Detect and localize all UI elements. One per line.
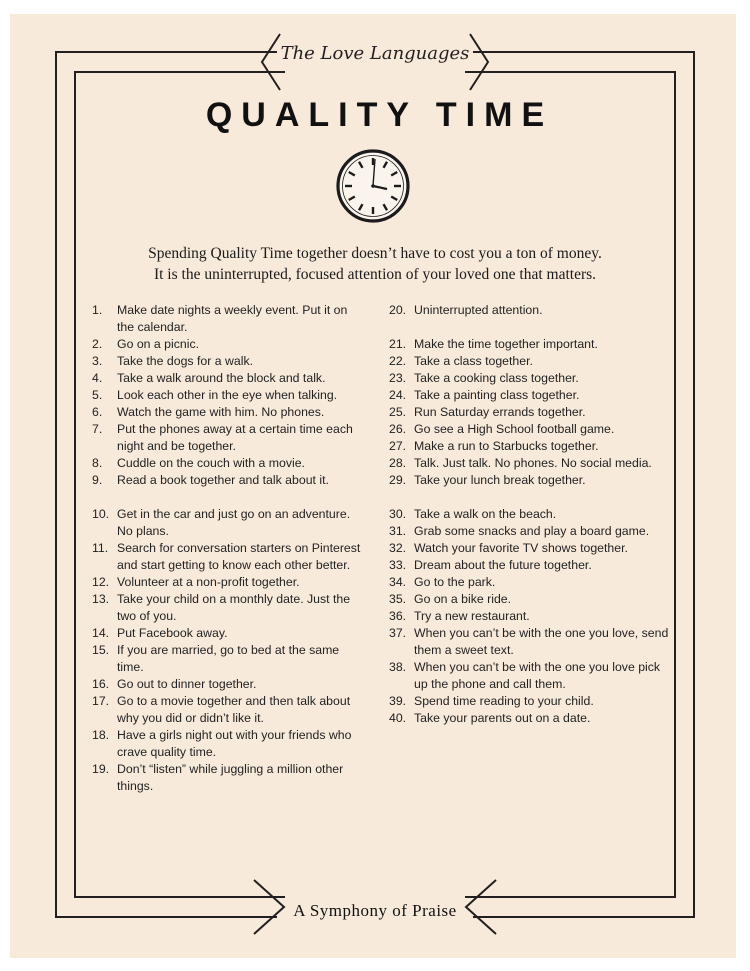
item-number: 40.: [389, 711, 407, 725]
item-number: 10.: [92, 507, 110, 521]
item-text: Put Facebook away.: [117, 626, 228, 640]
item-text: Go to a movie together and then talk about why you did or didn’t like it.: [117, 694, 351, 725]
list-item: [92, 540, 367, 574]
item-number: 36.: [389, 609, 407, 623]
list-item: [389, 455, 674, 472]
item-number: 9.: [92, 473, 103, 487]
item-number: 8.: [92, 456, 103, 470]
list-item: [389, 387, 674, 404]
list-item: [389, 472, 674, 489]
item-text: Take your lunch break together.: [414, 473, 586, 487]
list-item: [92, 761, 367, 795]
item-text: Watch your favorite TV shows together.: [414, 541, 628, 555]
item-text: Look each other in the eye when talking.: [117, 388, 338, 402]
list-item: [92, 336, 367, 353]
page-title: QUALITY TIME: [205, 96, 554, 134]
ideas-list-right: [389, 302, 674, 727]
list-item: [92, 693, 367, 727]
list-item: [92, 387, 367, 404]
item-number: 13.: [92, 592, 110, 606]
list-item: [92, 370, 367, 387]
item-number: 24.: [389, 388, 407, 402]
item-text: Take your child on a monthly date. Just the two of you.: [117, 592, 351, 623]
item-number: 29.: [389, 473, 407, 487]
item-text: When you can’t be with the one you love pick up the phone and call them.: [414, 660, 661, 691]
item-number: 19.: [92, 762, 110, 776]
item-text: Take a painting class together.: [414, 388, 580, 402]
item-number: 23.: [389, 371, 407, 385]
item-text: Take the dogs for a walk.: [117, 354, 254, 368]
footer-brand: A Symphony of Praise: [293, 901, 457, 920]
item-number: 2.: [92, 337, 103, 351]
list-item: [389, 523, 674, 540]
item-text: Cuddle on the couch with a movie.: [117, 456, 305, 470]
item-text: Run Saturday errands together.: [414, 405, 586, 419]
list-item: [92, 421, 367, 455]
item-number: 3.: [92, 354, 103, 368]
item-text: Make a run to Starbucks together.: [414, 439, 599, 453]
item-text: Take a class together.: [414, 354, 533, 368]
list-item: [92, 506, 367, 540]
item-number: 12.: [92, 575, 110, 589]
item-text: Put the phones away at a certain time each night and be together.: [117, 422, 353, 453]
item-number: 7.: [92, 422, 103, 436]
list-item: [389, 659, 674, 693]
item-text: Watch the game with him. No phones.: [117, 405, 325, 419]
list-item: [389, 710, 674, 727]
item-number: 20.: [389, 303, 407, 317]
list-item: [389, 574, 674, 591]
item-number: 37.: [389, 626, 407, 640]
list-item: [389, 302, 674, 319]
item-number: 14.: [92, 626, 110, 640]
item-number: 22.: [389, 354, 407, 368]
item-number: 21.: [389, 337, 407, 351]
item-text: Grab some snacks and play a board game.: [414, 524, 650, 538]
item-number: 26.: [389, 422, 407, 436]
item-text: Take your parents out on a date.: [414, 711, 591, 725]
list-item: [389, 421, 674, 438]
item-text: Go out to dinner together.: [117, 677, 257, 691]
item-number: 6.: [92, 405, 103, 419]
item-text: If you are married, go to bed at the same time.: [117, 643, 340, 674]
item-text: Have a girls night out with your friends who crave quality time.: [117, 728, 352, 759]
item-text: Take a walk on the beach.: [414, 507, 557, 521]
item-text: Talk. Just talk. No phones. No social media.: [414, 456, 652, 470]
intro-text: [0, 243, 750, 285]
list-item: [389, 438, 674, 455]
item-text: Make the time together important.: [414, 337, 598, 351]
list-item: [389, 404, 674, 421]
item-number: 11.: [92, 541, 109, 555]
item-text: Go on a picnic.: [117, 337, 200, 351]
item-number: 28.: [389, 456, 407, 470]
item-number: 4.: [92, 371, 103, 385]
item-text: Spend time reading to your child.: [414, 694, 594, 708]
list-item: [389, 625, 674, 659]
item-text: Make date nights a weekly event. Put it on the calendar.: [117, 303, 348, 334]
item-number: 30.: [389, 507, 407, 521]
list-item: [389, 693, 674, 710]
item-number: 34.: [389, 575, 407, 589]
item-number: 1.: [92, 303, 103, 317]
item-number: 32.: [389, 541, 407, 555]
list-item: [92, 455, 367, 472]
item-text: Read a book together and talk about it.: [117, 473, 329, 487]
item-text: Uninterrupted attention.: [414, 303, 543, 317]
header-subtitle: The Love Languages: [280, 43, 470, 64]
item-number: 39.: [389, 694, 407, 708]
item-text: Take a walk around the block and talk.: [117, 371, 326, 385]
item-number: 27.: [389, 439, 407, 453]
list-item: [389, 608, 674, 625]
item-number: 18.: [92, 728, 110, 742]
item-text: Go see a High School football game.: [414, 422, 615, 436]
list-item: [389, 540, 674, 557]
item-text: Volunteer at a non-profit together.: [117, 575, 300, 589]
list-item: [92, 727, 367, 761]
clock-icon: [335, 148, 411, 224]
list-item: [389, 591, 674, 608]
list-item: [92, 676, 367, 693]
list-item: [389, 353, 674, 370]
item-number: 17.: [92, 694, 110, 708]
list-item: [92, 574, 367, 591]
item-number: 33.: [389, 558, 407, 572]
item-number: 35.: [389, 592, 407, 606]
item-number: 15.: [92, 643, 110, 657]
item-number: 5.: [92, 388, 103, 402]
item-text: Go on a bike ride.: [414, 592, 512, 606]
list-item: [389, 336, 674, 353]
item-number: 31.: [389, 524, 407, 538]
ideas-list-left: [92, 302, 367, 795]
intro-line-1: Spending Quality Time together doesn’t have to cost you a ton of money.: [148, 245, 602, 262]
list-item: [92, 353, 367, 370]
list-item: [92, 625, 367, 642]
item-number: 38.: [389, 660, 407, 674]
item-text: When you can’t be with the one you love, send them a sweet text.: [414, 626, 669, 657]
item-text: Dream about the future together.: [414, 558, 592, 572]
item-text: Don’t “listen” while juggling a million other things.: [117, 762, 344, 793]
list-item: [389, 557, 674, 574]
item-number: 25.: [389, 405, 407, 419]
list-item: [92, 302, 367, 336]
item-text: Go to the park.: [414, 575, 496, 589]
item-text: Search for conversation starters on Pinterest and start getting to know each other better.: [117, 541, 361, 572]
item-text: Try a new restaurant.: [414, 609, 530, 623]
intro-line-2: It is the uninterrupted, focused attention of your loved one that matters.: [153, 266, 597, 283]
item-text: Get in the car and just go on an adventure. No plans.: [117, 507, 351, 538]
list-item: [389, 506, 674, 523]
list-item: [92, 404, 367, 421]
list-item: [389, 370, 674, 387]
list-item: [92, 642, 367, 676]
item-text: Take a cooking class together.: [414, 371, 579, 385]
item-number: 16.: [92, 677, 110, 691]
list-item: [92, 472, 367, 489]
list-item: [92, 591, 367, 625]
